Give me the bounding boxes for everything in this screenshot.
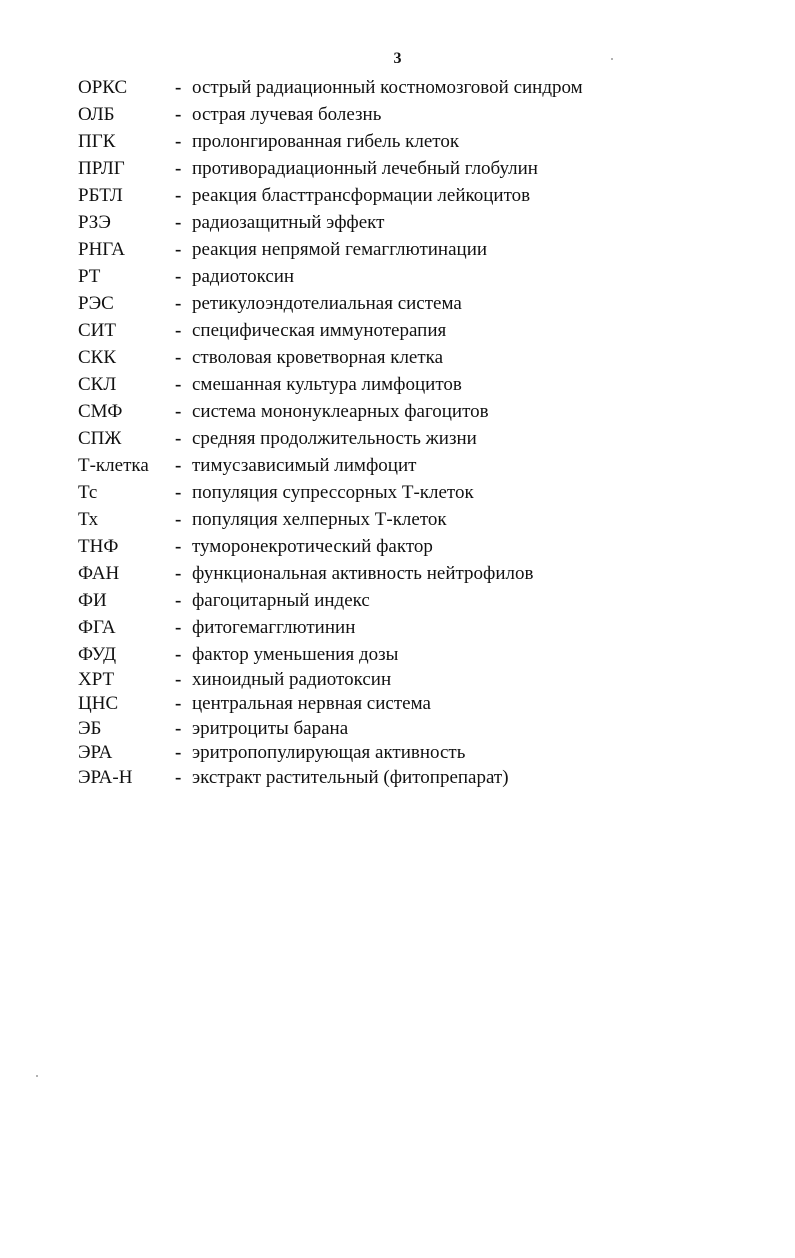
- separator-dash: -: [175, 766, 182, 788]
- abbreviation-definition: популяция супрессорных Т-клеток: [192, 482, 474, 503]
- abbreviation-term: СИТ: [78, 320, 116, 341]
- abbreviation-definition: экстракт растительный (фитопрепарат): [192, 766, 509, 788]
- abbreviation-definition: функциональная активность нейтрофилов: [192, 563, 534, 584]
- abbreviation-term: СКК: [78, 347, 117, 368]
- separator-dash: -: [175, 717, 182, 739]
- abbreviation-definition: специфическая иммунотерапия: [192, 320, 447, 341]
- separator-dash: -: [175, 158, 182, 179]
- abbreviation-definition: фагоцитарный индекс: [192, 590, 370, 611]
- abbreviation-term: ОЛБ: [78, 104, 115, 125]
- abbreviation-term: ФАН: [78, 563, 120, 584]
- separator-dash: -: [175, 482, 182, 503]
- abbreviation-term: Т-клетка: [78, 455, 149, 476]
- separator-dash: -: [175, 77, 182, 98]
- abbreviation-term: ПГК: [78, 131, 116, 152]
- separator-dash: -: [175, 644, 182, 665]
- page-number: 3: [393, 50, 402, 67]
- separator-dash: -: [175, 668, 182, 690]
- separator-dash: -: [175, 742, 182, 763]
- abbreviation-term: СПЖ: [78, 428, 122, 449]
- abbreviation-definition: эритропопулирующая активность: [192, 742, 466, 763]
- scan-speck: [36, 1075, 38, 1077]
- abbreviation-definition: эритроциты барана: [192, 717, 349, 739]
- abbreviation-definition: острая лучевая болезнь: [192, 104, 382, 125]
- abbreviation-definition: хиноидный радиотоксин: [192, 668, 392, 690]
- abbreviation-definition: пролонгированная гибель клеток: [192, 131, 460, 152]
- separator-dash: -: [175, 185, 182, 206]
- separator-dash: -: [175, 320, 182, 341]
- abbreviation-term: ХРТ: [78, 668, 115, 690]
- abbreviation-definition: фактор уменьшения дозы: [192, 644, 399, 665]
- separator-dash: -: [175, 693, 182, 714]
- abbreviation-term: ТНФ: [78, 536, 119, 557]
- separator-dash: -: [175, 104, 182, 125]
- abbreviation-definition: смешанная культура лимфоцитов: [192, 374, 462, 395]
- separator-dash: -: [175, 374, 182, 395]
- abbreviation-definition: фитогемагглютинин: [192, 617, 356, 638]
- abbreviation-term: ПРЛГ: [78, 158, 125, 179]
- abbreviation-definition: средняя продолжительность жизни: [192, 428, 477, 449]
- abbreviation-definition: популяция хелперных Т-клеток: [192, 509, 447, 530]
- separator-dash: -: [175, 455, 182, 476]
- abbreviation-term: Тс: [78, 482, 98, 503]
- abbreviation-definition: острый радиационный костномозговой синдром: [192, 77, 583, 98]
- separator-dash: -: [175, 536, 182, 557]
- abbreviation-term: ОРКС: [78, 77, 128, 98]
- abbreviation-term: СМФ: [78, 401, 123, 422]
- separator-dash: -: [175, 131, 182, 152]
- separator-dash: -: [175, 212, 182, 233]
- abbreviation-term: ЭБ: [78, 717, 102, 739]
- abbreviation-term: ФУД: [78, 644, 117, 665]
- abbreviation-definition: туморонекротический фактор: [192, 536, 433, 557]
- separator-dash: -: [175, 617, 182, 638]
- abbreviation-term: ФИ: [78, 590, 107, 611]
- separator-dash: -: [175, 590, 182, 611]
- abbreviation-definition: система мононуклеарных фагоцитов: [192, 401, 489, 422]
- separator-dash: -: [175, 293, 182, 314]
- abbreviation-term: ЭРА: [78, 742, 113, 763]
- abbreviation-term: РНГА: [78, 239, 125, 260]
- abbreviation-definition: ретикулоэндотелиальная система: [192, 293, 462, 314]
- abbreviation-definition: радиозащитный эффект: [192, 212, 385, 233]
- abbreviation-term: ЭРА-Н: [78, 766, 133, 788]
- separator-dash: -: [175, 239, 182, 260]
- abbreviation-term: РТ: [78, 266, 101, 287]
- abbreviation-definition: реакция непрямой гемагглютинации: [192, 239, 488, 260]
- separator-dash: -: [175, 401, 182, 422]
- abbreviation-definition: тимусзависимый лимфоцит: [192, 455, 417, 476]
- separator-dash: -: [175, 347, 182, 368]
- scan-speck: [611, 58, 613, 60]
- abbreviation-term: СКЛ: [78, 374, 117, 395]
- separator-dash: -: [175, 563, 182, 584]
- separator-dash: -: [175, 428, 182, 449]
- abbreviation-term: ФГА: [78, 617, 116, 638]
- abbreviation-term: РБТЛ: [78, 185, 123, 206]
- abbreviation-definition: реакция бласттрансформации лейкоцитов: [192, 185, 531, 206]
- abbreviation-term: ЦНС: [78, 693, 119, 714]
- abbreviation-term: РЭС: [78, 293, 114, 314]
- abbreviation-definition: стволовая кроветворная клетка: [192, 347, 444, 368]
- separator-dash: -: [175, 266, 182, 287]
- abbreviation-definition: противорадиационный лечебный глобулин: [192, 158, 538, 179]
- abbreviation-term: РЗЭ: [78, 212, 111, 233]
- abbreviation-definition: центральная нервная система: [192, 693, 431, 714]
- abbreviation-term: Тх: [78, 509, 99, 530]
- abbreviation-definition: радиотоксин: [192, 266, 295, 287]
- separator-dash: -: [175, 509, 182, 530]
